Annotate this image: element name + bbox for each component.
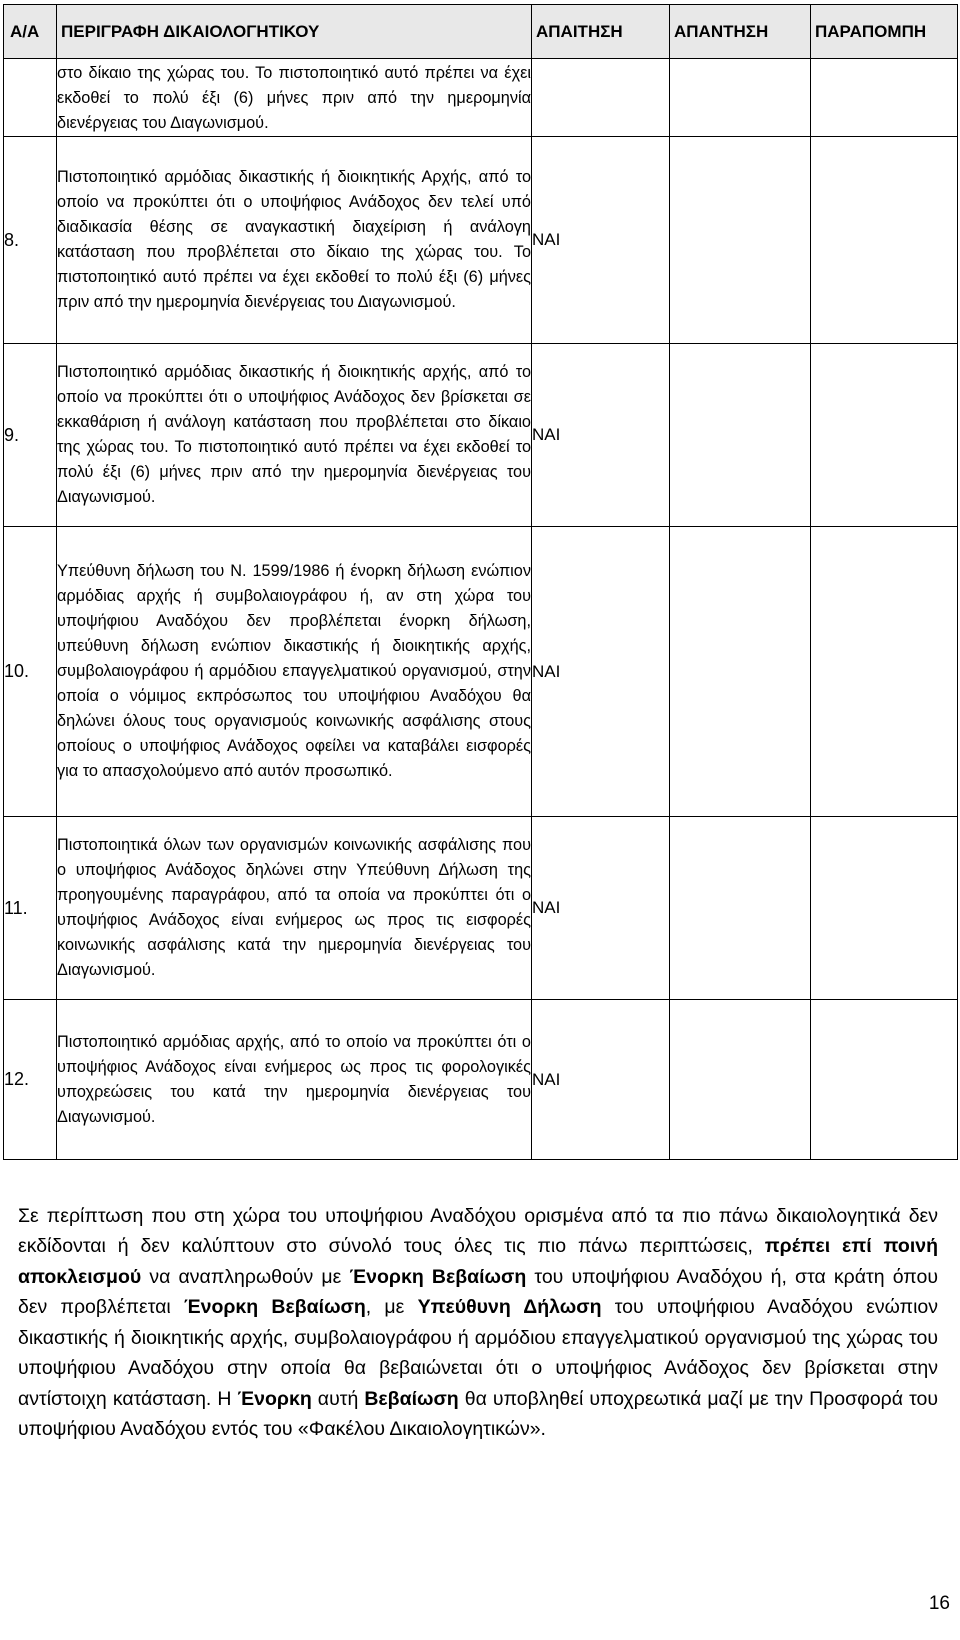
reference-cell [811,59,958,137]
row-number: 11. [4,817,57,1000]
row-number: 8. [4,137,57,344]
footnote-emphasis: Ένορκη Βεβαίωση [349,1265,527,1288]
footnote-text: θα υποβληθεί υποχρεωτικά μαζί με την Προσφορά του υποψήφιου Αναδόχου εντός του «Φακέλου Δικαιολογητικών». [18,1387,939,1440]
footnote-emphasis: Ένορκη Βεβαίωση [183,1296,366,1318]
footnote-text: , με [365,1296,418,1318]
header-description: ΠΕΡΙΓΡΑΦΗ ΔΙΚΑΙΟΛΟΓΗΤΙΚΟΥ [57,5,532,59]
answer-cell [670,137,811,344]
description-cell: Υπεύθυνη δήλωση του Ν. 1599/1986 ή ένορκη δήλωση ενώπιον αρμόδιας αρχής ή συμβολαιογράφου ή, αν στη χώρα του υποψήφιου Αναδόχου δεν προβλέπεται ένορκη δήλωση, υπεύθυνη δήλωση ενώπιον δικαστικής ή διοικητικής αρχής, συμβολαιογράφου ή αρμόδιου επαγγελματικού οργανισμού, στην οποία ο νόμιμος εκπρόσωπος του υποψήφιου Αναδόχου θα δηλώνει όλους τους οργανισμούς κοινωνικής ασφάλισης στους οποίους ο υποψήφιος Ανάδοχος οφείλει να καταβάλει εισφορές για το απασχολούμενο από αυτόν προσωπικό. [57,527,532,817]
requirement-cell: ΝΑΙ [532,137,670,344]
header-aa: Α/Α [4,5,57,59]
table-row [4,527,958,817]
requirement-cell: ΝΑΙ [532,344,670,527]
description-cell: Πιστοποιητικά όλων των οργανισμών κοινωνικής ασφάλισης που ο υποψήφιος Ανάδοχος δηλώνει στην Υπεύθυνη Δήλωση της προηγουμένης παραγράφου, από τα οποία να προκύπτει ότι ο υποψήφιος Ανάδοχος είναι ενήμερος ως προς τις εισφορές κοινωνικής ασφάλισης κατά την ημερομηνία διενέργειας του Διαγωνισμού. [57,817,532,1000]
table-row [4,1000,958,1160]
header-requirement: ΑΠΑΙΤΗΣΗ [532,5,670,59]
row-number: 12. [4,1000,57,1160]
footnote-emphasis: Υπεύθυνη Δήλωση [417,1296,602,1318]
description-cell: Πιστοποιητικό αρμόδιας δικαστικής ή διοικητικής Αρχής, από το οποίο να προκύπτει ότι ο υποψήφιος Ανάδοχος δεν τελεί υπό διαδικασία θέσης σε αναγκαστική διαχείριση ή ανάλογη κατάσταση που προβλέπεται στο δίκαιο της χώρας του. Το πιστοποιητικό αυτό πρέπει να έχει εκδοθεί το πολύ έξι (6) μήνες πριν από την ημερομηνία διενέργειας του Διαγωνισμού. [57,137,532,344]
header-reference: ΠΑΡΑΠΟΜΠΗ [811,5,958,59]
footnote-text: του υποψήφιου Αναδόχου ενώπιον δικαστικής ή διοικητικής αρχής, συμβολαιογράφου ή αρμόδιου επαγγελματικού οργανισμού της χώρας του υποψήφιου Αναδόχου στην οποία θα βεβαιώνεται ότι ο υποψήφιος Ανάδοχος δεν βρίσκεται στην αντίστοιχη κατάσταση. Η [18,1296,938,1410]
description-cell: στο δίκαιο της χώρας του. Το πιστοποιητικό αυτό πρέπει να έχει εκδοθεί το πολύ έξι (6) μήνες πριν από την ημερομηνία διενέργειας του Διαγωνισμού. [57,59,532,137]
row-number-cell [4,59,57,137]
footnote-text: να αναπληρωθούν με [141,1265,350,1288]
header-answer: ΑΠΑΝΤΗΣΗ [670,5,811,59]
requirement-cell: ΝΑΙ [532,527,670,817]
table-row [4,137,958,344]
table-row [4,817,958,1000]
reference-cell [811,344,958,527]
description-cell: Πιστοποιητικό αρμόδιας αρχής, από το οποίο να προκύπτει ότι ο υποψήφιος Ανάδοχος είναι ενήμερος ως προς τις φορολογικές υποχρεώσεις του κατά την ημερομηνία διενέργειας του Διαγωνισμού. [57,1000,532,1160]
answer-cell [670,344,811,527]
table-header-row [4,5,958,59]
reference-cell [811,1000,958,1160]
footnote-text: αυτή [311,1387,365,1410]
requirements-table [3,4,958,1160]
row-number: 9. [4,344,57,527]
table-row-continuation [4,59,958,137]
footnote-text: του υποψήφιου Αναδόχου ή, στα κράτη όπου δεν προβλέπεται [18,1265,938,1318]
reference-cell [811,137,958,344]
page-number: 16 [928,1593,950,1614]
requirement-cell: ΝΑΙ [532,1000,670,1160]
requirement-cell [532,59,670,137]
answer-cell [670,1000,811,1160]
description-cell: Πιστοποιητικό αρμόδιας δικαστικής ή διοικητικής αρχής, από το οποίο να προκύπτει ότι ο υποψήφιος Ανάδοχος δεν βρίσκεται σε εκκαθάριση ή ανάλογη κατάσταση που προβλέπεται στο δίκαιο της χώρας του. Το πιστοποιητικό αυτό πρέπει να έχει εκδοθεί το πολύ έξι (6) μήνες πριν από την ημερομηνία διενέργειας του Διαγωνισμού. [57,344,532,527]
footnote-emphasis: Βεβαίωση [364,1387,459,1410]
reference-cell [811,817,958,1000]
answer-cell [670,527,811,817]
reference-cell [811,527,958,817]
row-number: 10. [4,527,57,817]
footnote-emphasis: Ένορκη [237,1387,312,1410]
requirement-cell: ΝΑΙ [532,817,670,1000]
answer-cell [670,59,811,137]
footnote-text: Σε περίπτωση που στη χώρα του υποψήφιου Αναδόχου ορισμένα από τα πιο πάνω δικαιολογητικά δεν εκδίδονται ή δεν καλύπτουν στο σύνολό τους όλες τις πιο πάνω περιπτώσεις, [18,1204,938,1257]
answer-cell [670,817,811,1000]
table-row [4,344,958,527]
footnote-paragraph [18,1201,938,1445]
footnote-emphasis: πρέπει επί ποινή αποκλεισμού [18,1235,938,1288]
